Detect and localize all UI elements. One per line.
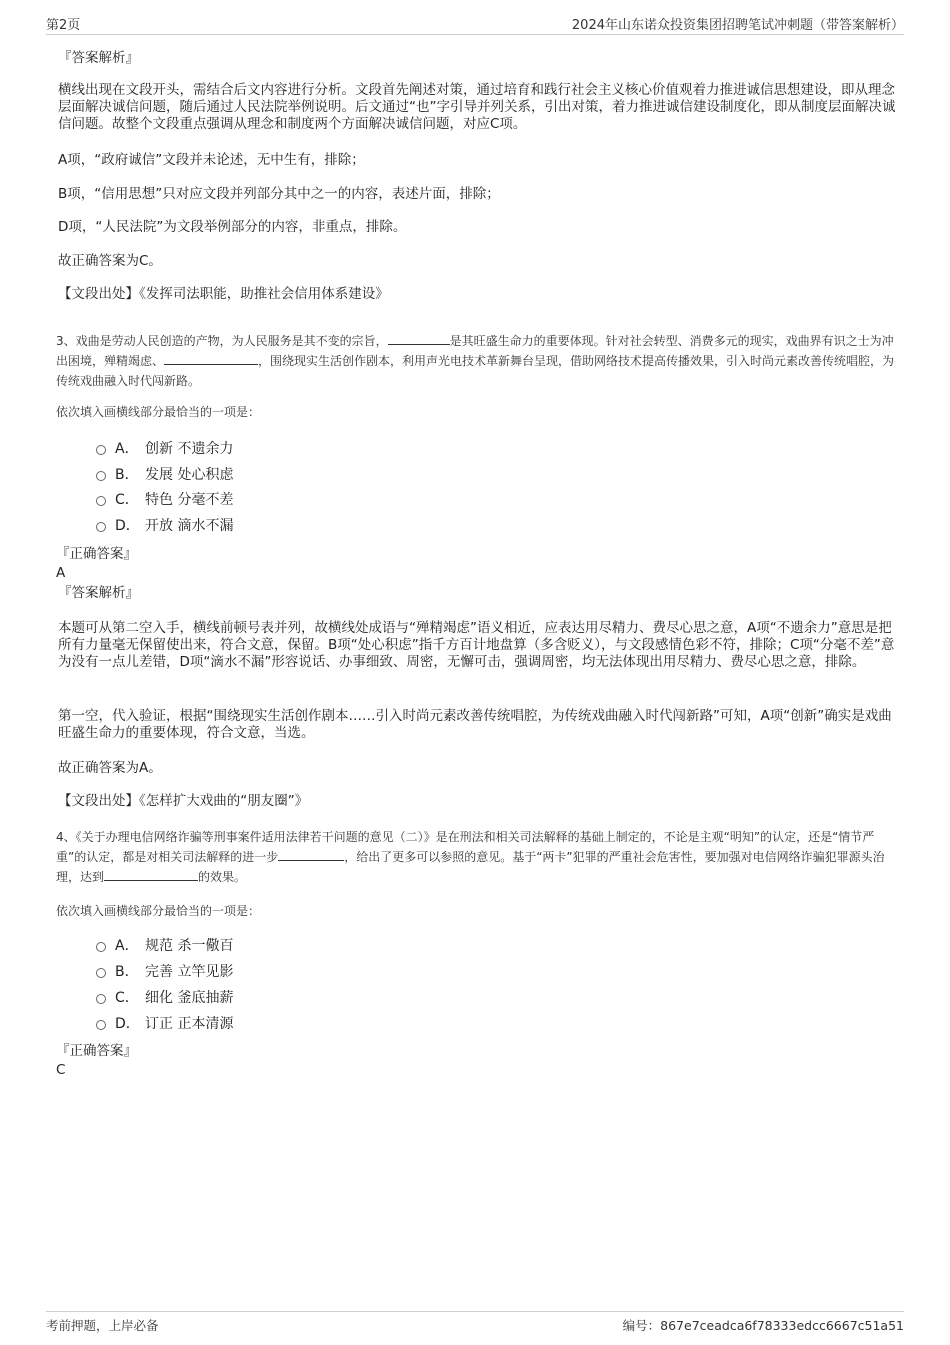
q2-analysis-label: 『答案解析』 (58, 50, 139, 66)
document-id: 编号：867e7ceadca6f78333edcc6667c51a51 (622, 1318, 904, 1333)
q3-analysis-paragraph-2: 第一空，代入验证，根据“围绕现实生活创作剧本……引入时尚元素改善传统唱腔，为传统戏曲融入时代闯新路”可知，A项“创新”确实是戏曲旺盛生命力的重要体现，符合文意，当选。 (58, 708, 892, 741)
q4-stem (56, 827, 900, 887)
q4-blank-2 (104, 868, 198, 881)
q3-blank-1 (388, 332, 450, 345)
q2-analysis-option-d: D项，“人民法院”为文段举例部分的内容，非重点，排除。 (58, 219, 407, 235)
q3-stem-part-3: ，围绕现实生活创作剧本，利用声光电技术革新舞台呈现，借助网络技术提高传播效果，引入时尚元素改善传统唱腔，为传统戏曲融入时代闯新路。 (56, 354, 895, 388)
q3-analysis-label: 『答案解析』 (58, 585, 139, 601)
q3-analysis-paragraph-1: 本题可从第二空入手，横线前顿号表并列，故横线处成语与“殚精竭虑”语义相近，应表达用尽精力、费尽心思之意，A项“不遗余力”意思是把所有力量毫无保留使出来，符合文意，保留。B项“处心积虑”指千方百计地盘算（多含贬义），与文段感情色彩不符，排除；C项“分毫不差”意为没有一点儿差错，D项“滴水不漏”形容说话、办事细致、周密，无懈可击，强调周密，均无法体现出用尽精力、费尽心思之意，排除。 (58, 620, 895, 670)
q3-conclusion: 故正确答案为A。 (58, 760, 162, 776)
q2-analysis-paragraph: 横线出现在文段开头，需结合后文内容进行分析。文段首先阐述对策，通过培育和践行社会主义核心价值观着力推进诚信思想建设，即从理念层面解决诚信问题，随后通过人民法院举例说明。后文通过“也”字引导并列关系，引出对策，着力推进诚信建设制度化，即从制度层面解决诚信问题。故整个文段重点强调从理念和制度两个方面解决诚信问题，对应C项。 (58, 82, 896, 132)
q3-answer: A (56, 565, 66, 581)
q3-option-c[interactable]: C． 特色 分毫不差 (96, 491, 233, 509)
q4-option-a[interactable]: A． 规范 杀一儆百 (96, 937, 233, 955)
footer-slogan: 考前押题，上岸必备 (46, 1318, 159, 1333)
radio-icon[interactable] (96, 994, 106, 1004)
q2-analysis-option-b: B项，“信用思想”只对应文段并列部分其中之一的内容，表述片面，排除； (58, 186, 500, 202)
q2-source: 【文段出处】《发挥司法职能，助推社会信用体系建设》 (58, 286, 389, 302)
radio-icon[interactable] (96, 968, 106, 978)
q2-conclusion: 故正确答案为C。 (58, 253, 162, 269)
q4-option-d[interactable]: D． 订正 正本清源 (96, 1015, 233, 1033)
q2-analysis-option-a: A项，“政府诚信”文段并未论述，无中生有，排除； (58, 152, 365, 168)
q4-prompt: 依次填入画横线部分最恰当的一项是： (56, 904, 261, 918)
q3-option-b[interactable]: B． 发展 处心积虑 (96, 466, 233, 484)
q4-answer-label: 『正确答案』 (56, 1043, 137, 1059)
radio-icon[interactable] (96, 942, 106, 952)
q4-stem-part-2: ，给出了更多可以参照的意见。基于“两卡”犯罪的严重社会危害性，要加强对电信网络诈骗犯罪源头治理，达到 (56, 850, 885, 884)
q3-option-d[interactable]: D． 开放 滴水不漏 (96, 517, 233, 535)
q3-stem (56, 331, 900, 391)
page-header (46, 14, 904, 35)
q3-stem-part-2: 是其旺盛生命力的重要体现。针对社会转型、消费多元的现实，戏曲界有识之士为冲出困境，殚精竭虑、 (56, 334, 894, 368)
q4-option-b[interactable]: B． 完善 立竿见影 (96, 963, 233, 981)
document-title: 2024年山东诺众投资集团招聘笔试冲刺题（带答案解析） (571, 18, 904, 33)
q3-option-a[interactable]: A． 创新 不遗余力 (96, 440, 233, 458)
q3-stem-part-1: 3、戏曲是劳动人民创造的产物，为人民服务是其不变的宗旨， (56, 334, 388, 348)
q3-prompt: 依次填入画横线部分最恰当的一项是： (56, 405, 261, 419)
radio-icon[interactable] (96, 471, 106, 481)
q3-source: 【文段出处】《怎样扩大戏曲的“朋友圈”》 (58, 793, 309, 809)
q4-option-c[interactable]: C． 细化 釜底抽薪 (96, 989, 233, 1007)
q3-answer-label: 『正确答案』 (56, 546, 137, 562)
radio-icon[interactable] (96, 1020, 106, 1030)
q4-stem-part-1: 4、《关于办理电信网络诈骗等刑事案件适用法律若干问题的意见（二）》是在刑法和相关司法解释的基础上制定的，不论是主观“明知”的认定，还是“情节严重”的认定，都是对相关司法解释的进一步 (56, 830, 875, 864)
q4-stem-part-3: 的效果。 (198, 870, 247, 884)
page-footer (46, 1311, 904, 1334)
q4-blank-1 (278, 848, 344, 861)
radio-icon[interactable] (96, 522, 106, 532)
page-number: 第2页 (46, 18, 81, 33)
radio-icon[interactable] (96, 445, 106, 455)
radio-icon[interactable] (96, 496, 106, 506)
q3-blank-2 (164, 352, 258, 365)
q4-answer: C (56, 1062, 66, 1078)
